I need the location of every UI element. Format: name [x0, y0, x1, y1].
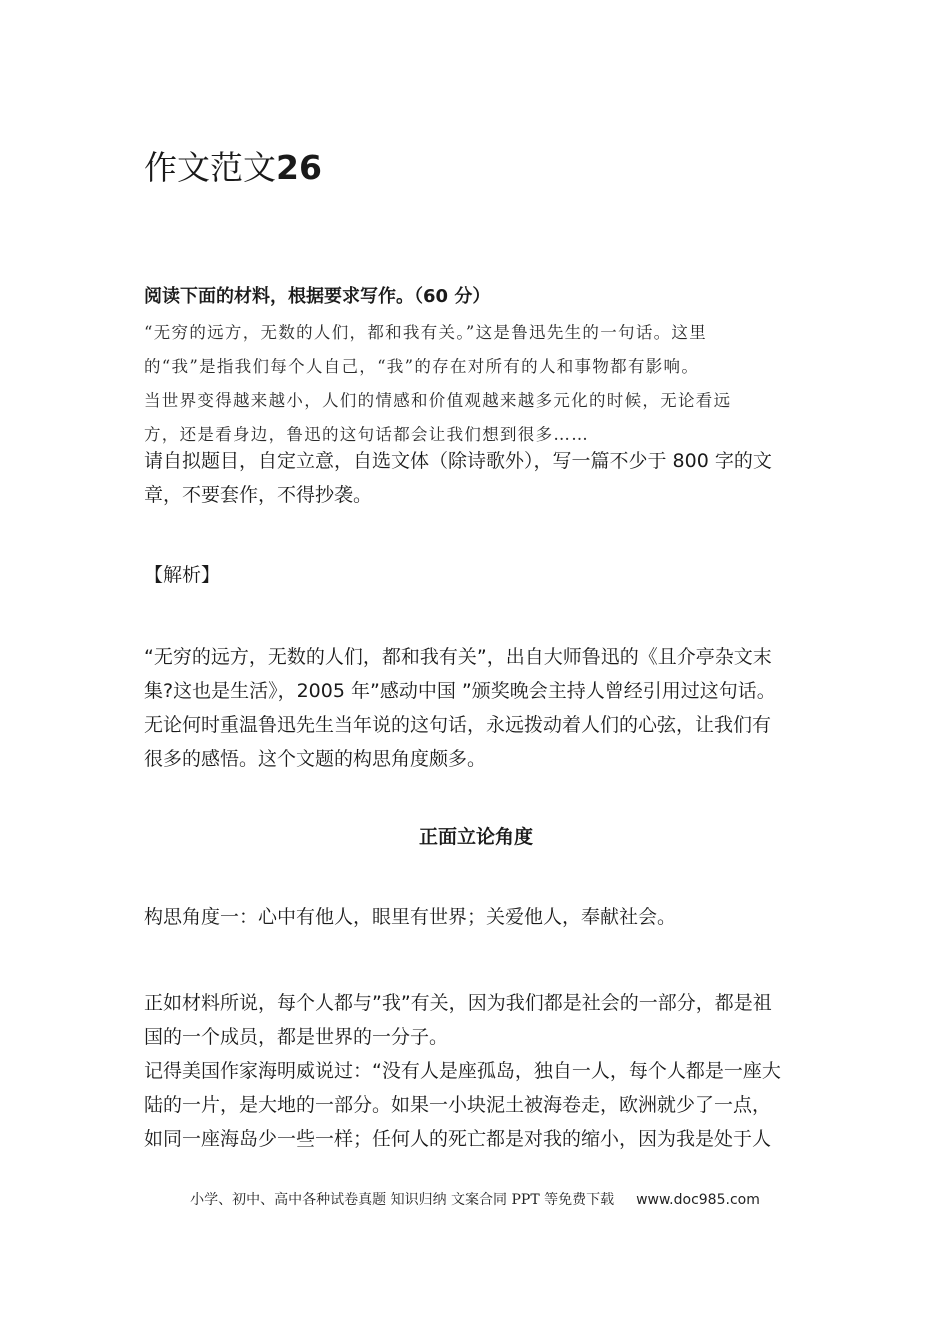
material-line: 方，还是看身边，鲁迅的这句话都会让我们想到很多…… — [144, 425, 589, 444]
writing-requirement — [144, 444, 808, 512]
requirement-line: 请自拟题目，自定立意，自选文体（除诗歌外），写一篇不少于 800 字的文 — [144, 450, 772, 472]
analysis-line: 很多的感悟。这个文题的构思角度颇多。 — [144, 748, 487, 770]
material-line: 当世界变得越来越小，人们的情感和价值观越来越多元化的时候，无论看远 — [144, 391, 732, 410]
material-line: “无穷的远方，无数的人们，都和我有关。”这是鲁迅先生的一句话。这里 — [144, 323, 708, 342]
body-line: 如同一座海岛少一些一样；任何人的死亡都是对我的缩小，因为我是处于人 — [144, 1128, 772, 1150]
body-line: 正如材料所说，每个人都与”我”有关，因为我们都是社会的一部分，都是祖 — [144, 992, 772, 1014]
body-line: 国的一个成员，都是世界的一分子。 — [144, 1026, 449, 1048]
body-line: 陆的一片，是大地的一部分。如果一小块泥土被海卷走，欧洲就少了一点， — [144, 1094, 772, 1116]
footer-text: 小学、初中、高中各种试卷真题 知识归纳 文案合同 PPT 等免费下载 — [190, 1192, 615, 1208]
material-line: 的“我”是指我们每个人自己，“我”的存在对所有的人和事物都有影响。 — [144, 357, 700, 376]
title-text: 作文范文 — [144, 148, 276, 187]
prompt-heading: 阅读下面的材料，根据要求写作。（60 分） — [144, 286, 491, 307]
footer-site-link[interactable]: www.doc985.com — [636, 1192, 760, 1208]
section-heading: 正面立论角度 — [418, 826, 533, 848]
analysis-paragraph — [144, 640, 808, 776]
title-number: 26 — [276, 148, 322, 187]
analysis-line: 集?这也是生活》，2005 年”感动中国 ”颁奖晚会主持人曾经引用过这句话。 — [144, 680, 776, 702]
angle-one: 构思角度一：心中有他人，眼里有世界；关爱他人，奉献社会。 — [144, 906, 677, 928]
body-line: 记得美国作家海明威说过：“没有人是座孤岛，独自一人，每个人都是一座大 — [144, 1060, 781, 1082]
analysis-line: 无论何时重温鲁迅先生当年说的这句话，永远拨动着人们的心弦，让我们有 — [144, 714, 772, 736]
analysis-label: 【解析】 — [144, 564, 221, 586]
requirement-line: 章，不要套作，不得抄袭。 — [144, 484, 373, 506]
page-footer — [0, 1188, 950, 1212]
material-quote — [144, 316, 808, 452]
essay-body — [144, 986, 808, 1156]
page-title — [144, 146, 322, 190]
analysis-line: “无穷的远方，无数的人们，都和我有关”，出自大师鲁迅的《且介亭杂文末 — [144, 646, 772, 668]
